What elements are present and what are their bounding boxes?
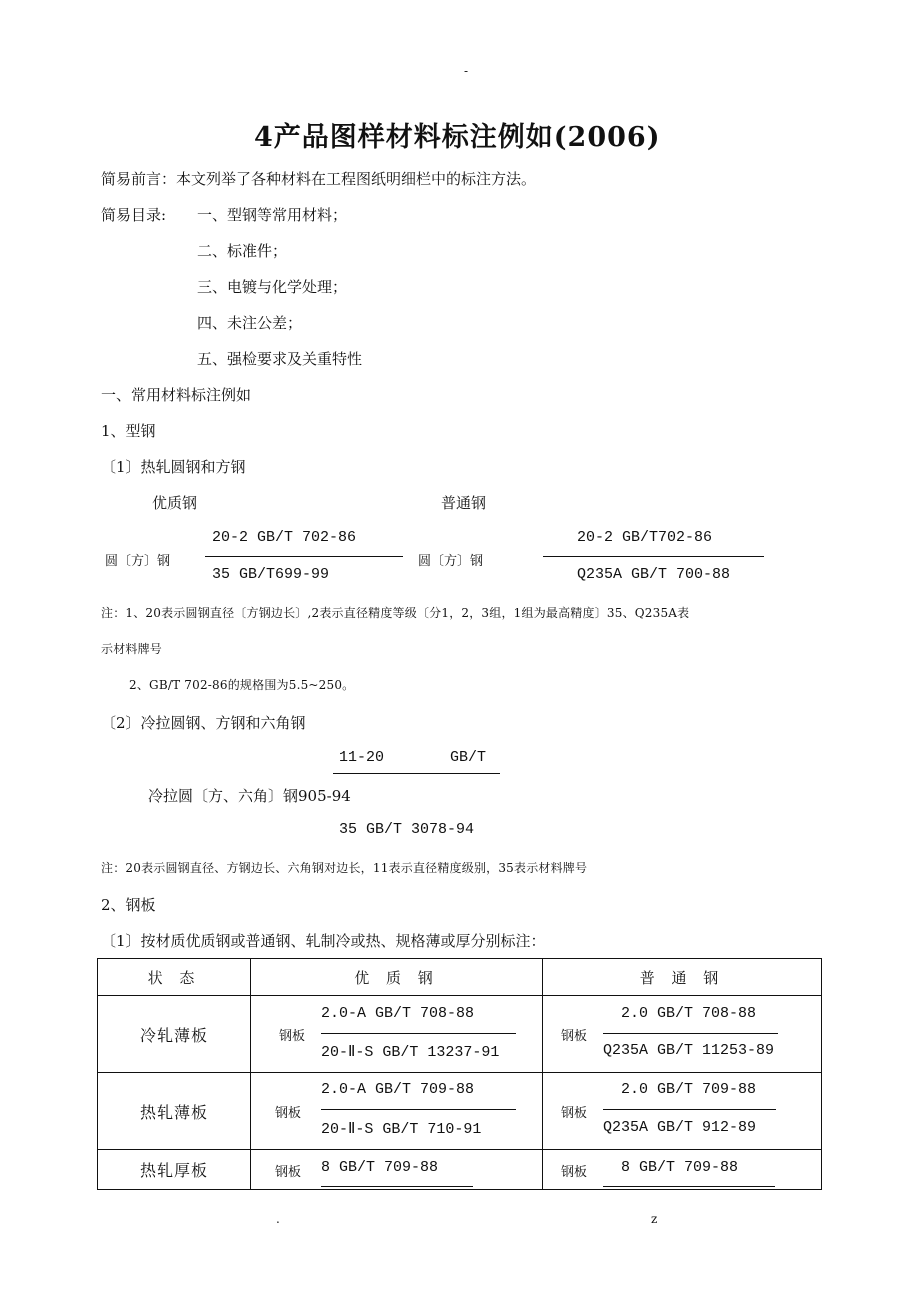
cell-fraction-line: [321, 1033, 516, 1034]
cell-fraction-line: [603, 1033, 778, 1034]
cell-denominator: Q235A GB/T 912-89: [603, 1119, 757, 1136]
table-header-cell: 状 态: [98, 959, 251, 996]
toc-item: 五、强检要求及关重特性: [197, 350, 363, 368]
table-row: [98, 996, 822, 1073]
ordinary-steel-title: 普通钢: [441, 494, 487, 512]
header-mark: -: [464, 64, 469, 78]
item-heading: 〔2〕冷拉圆钢、方钢和六角钢: [101, 714, 306, 732]
note-text: 示材料牌号: [101, 642, 163, 656]
cell-numerator: 2.0-A GB/T 708-88: [321, 1005, 475, 1022]
note-text: 2、GB/T 702-86的规格围为5.5~250。: [129, 678, 355, 692]
fraction-line: [543, 556, 764, 557]
state-cell: 冷轧薄板: [98, 996, 251, 1073]
table-header-row: [98, 959, 822, 996]
note-text: 注：20表示圆钢直径、方钢边长、六角钢对边长，11表示直径精度级别，35表示材料牌号: [101, 861, 588, 875]
table-row: [98, 1150, 822, 1190]
fraction-label: 圆〔方〕钢: [418, 554, 484, 569]
fraction-line: [333, 773, 500, 774]
toc-item: 四、未注公差；: [197, 314, 303, 332]
cell-numerator: 2.0-A GB/T 709-88: [321, 1081, 475, 1098]
cell-fraction-line: [603, 1186, 775, 1187]
cell-label: 钢板: [561, 1165, 588, 1180]
footer-mark-right: z: [651, 1212, 658, 1226]
footer-mark-left: .: [276, 1212, 281, 1226]
cell-label: 钢板: [561, 1106, 588, 1121]
table-header-cell: 普 通 钢: [543, 959, 822, 996]
steel-plate-table: [97, 958, 822, 1190]
fraction-label: 圆〔方〕钢: [105, 554, 171, 569]
fraction-line: [205, 556, 403, 557]
state-cell: 热轧薄板: [98, 1073, 251, 1150]
page-title: 4产品图样材料标注例如(2006): [254, 122, 661, 153]
cell-denominator: 20-Ⅱ-S GB/T 710-91: [321, 1121, 482, 1138]
preface-text: 简易前言：本文列举了各种材料在工程图纸明细栏中的标注方法。: [101, 170, 537, 188]
subsection-heading: 1、型钢: [101, 422, 156, 440]
fraction-numerator: GB/T: [450, 749, 487, 766]
cell-numerator: 8 GB/T 709-88: [321, 1159, 439, 1176]
fraction-numerator: 11-20: [339, 749, 385, 766]
quality-steel-title: 优质钢: [152, 494, 198, 512]
note-text: 注：1、20表示圆钢直径〔方钢边长〕,2表示直径精度等级〔分1，2，3组，1组为最高精度〕35、Q235A表: [101, 606, 690, 620]
cell-label: 钢板: [275, 1165, 302, 1180]
fraction-denominator: 35 GB/T 3078-94: [339, 821, 475, 838]
table-row: [98, 1073, 822, 1150]
toc-item: 三、电镀与化学处理；: [197, 278, 348, 296]
ordinary-cell: [543, 1150, 822, 1190]
cell-denominator: 20-Ⅱ-S GB/T 13237-91: [321, 1044, 500, 1061]
toc-label: 简易目录:: [101, 206, 167, 224]
subsection-heading: 2、钢板: [101, 896, 156, 914]
ordinary-cell: [543, 996, 822, 1073]
fraction-denominator: Q235A GB/T 700-88: [577, 566, 731, 583]
cell-label: 钢板: [279, 1029, 306, 1044]
table-header-cell: 优 质 钢: [251, 959, 543, 996]
item-heading: 〔1〕按材质优质钢或普通钢、轧制冷或热、规格薄或厚分别标注：: [101, 932, 546, 950]
cell-numerator: 8 GB/T 709-88: [621, 1159, 739, 1176]
section-heading: 一、常用材料标注例如: [101, 386, 252, 404]
cell-fraction-line: [321, 1186, 473, 1187]
quality-cell: [251, 1073, 543, 1150]
state-cell: 热轧厚板: [98, 1150, 251, 1190]
fraction-numerator: 20-2 GB/T 702-86: [212, 529, 357, 546]
toc-item: 一、型钢等常用材料；: [197, 206, 348, 224]
cell-label: 钢板: [561, 1029, 588, 1044]
cell-fraction-line: [321, 1109, 516, 1110]
fraction-denominator: 35 GB/T699-99: [212, 566, 330, 583]
cell-numerator: 2.0 GB/T 708-88: [621, 1005, 757, 1022]
toc-item: 二、标准件；: [197, 242, 288, 260]
cell-label: 钢板: [275, 1106, 302, 1121]
item-heading: 〔1〕热轧圆钢和方钢: [101, 458, 246, 476]
cell-denominator: Q235A GB/T 11253-89: [603, 1042, 775, 1059]
fraction-numerator: 20-2 GB/T702-86: [577, 529, 713, 546]
quality-cell: [251, 1150, 543, 1190]
ordinary-cell: [543, 1073, 822, 1150]
cell-fraction-line: [603, 1109, 776, 1110]
quality-cell: [251, 996, 543, 1073]
cell-numerator: 2.0 GB/T 709-88: [621, 1081, 757, 1098]
fraction-label: 冷拉圆〔方、六角〕钢905-94: [148, 787, 351, 805]
